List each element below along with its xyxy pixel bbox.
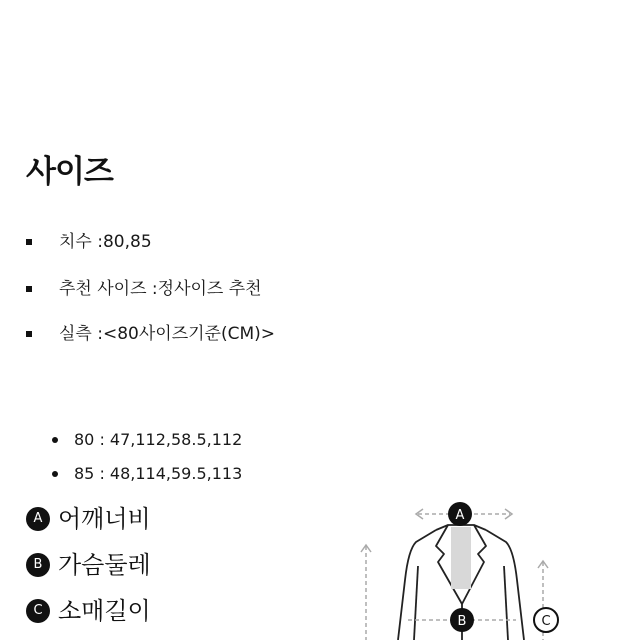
legend-label: 가슴둘레 xyxy=(58,551,151,579)
detail-text: 치수 :80,85 xyxy=(59,232,152,252)
badge-b-icon: B xyxy=(26,553,50,577)
size-measurements: 85 : 48,114,59.5,113 xyxy=(74,464,243,483)
detail-text: 추천 사이즈 :정사이즈 추천 xyxy=(59,279,262,299)
size-measurements: 80 : 47,112,58.5,112 xyxy=(74,430,243,449)
jacket-measurement-diagram xyxy=(350,496,590,640)
bullet-square-icon xyxy=(26,239,32,245)
bullet-dot-icon xyxy=(52,437,58,443)
length-guide-left xyxy=(361,545,371,640)
legend-label: 소매길이 xyxy=(58,597,151,625)
legend-label: 어깨너비 xyxy=(58,505,151,533)
marker-c-label: C xyxy=(541,614,551,629)
bullet-dot-icon xyxy=(52,471,58,477)
marker-a xyxy=(448,502,472,526)
bullet-square-icon xyxy=(26,286,32,292)
marker-c xyxy=(534,608,558,632)
badge-a-icon: A xyxy=(26,507,50,531)
shirt-front xyxy=(451,527,471,589)
detail-text: 실측 :<80사이즈기준(CM)> xyxy=(59,324,276,344)
marker-b-label: B xyxy=(457,614,467,629)
page-title: 사이즈 xyxy=(26,154,113,190)
marker-b xyxy=(450,608,474,632)
bullet-square-icon xyxy=(26,331,32,337)
marker-a-label: A xyxy=(455,508,465,523)
badge-c-icon: C xyxy=(26,599,50,623)
